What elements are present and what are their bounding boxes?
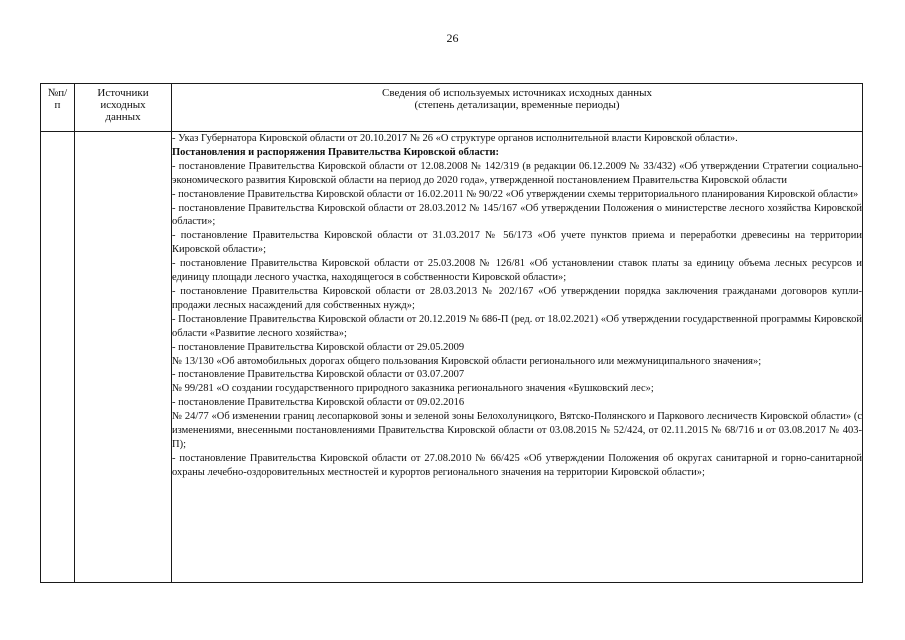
page-number: 26 bbox=[446, 31, 459, 45]
header-sources-line: данных bbox=[105, 111, 141, 124]
list-item: - постановление Правительства Кировской области от 29.05.2009 bbox=[172, 341, 465, 353]
sources-cell bbox=[75, 132, 172, 583]
list-item: - постановление Правительства Кировской области от 27.08.2010 № 66/425 «Об утверждении Положения об округах санитарной и горно-санитарной охраны лечебно-оздоровительных местностей и курортов регионального значения на территории Кировской области»; bbox=[172, 452, 862, 478]
table-header-row bbox=[41, 84, 863, 132]
list-item: - постановление Правительства Кировской области от 25.03.2008 № 126/81 «Об установлении ставок платы за единицу объема лесных ресурсов и единицу площади лесного участка, находящегося в собственности Кировской области»; bbox=[172, 258, 862, 284]
sources-table bbox=[40, 83, 863, 583]
table-row bbox=[41, 132, 863, 583]
header-details-line: (степень детализации, временные периоды) bbox=[414, 99, 620, 112]
number-cell bbox=[41, 132, 75, 583]
header-sources-line: исходных bbox=[100, 99, 146, 112]
list-item: - постановление Правительства Кировской области от 12.08.2008 № 142/319 (в редакции 06.12.2009 № 33/432) «Об утверждении Стратегии социально-экономического развития Кировской области на период до 2020 года», утвержденной постановлением Правительства Кировской области bbox=[172, 160, 862, 186]
header-number-line: №п/ bbox=[47, 87, 68, 99]
header-sources bbox=[75, 84, 172, 132]
list-item: № 24/77 «Об изменении границ лесопарковой зоны и зеленой зоны Белохолуницкого, Вятско-Полянского и Паркового лесничеств Кировской области» (с изменениями, внесенными постановлениями Правительства Кировской области от 03.08.2015 № 52/424, от 02.11.2015 № 68/716 и от 03.08.2017 № 403-П); bbox=[172, 411, 862, 450]
list-item: - постановление Правительства Кировской области от 09.02.2016 bbox=[172, 397, 465, 409]
list-item: - постановление Правительства Кировской области от 03.07.2007 bbox=[172, 369, 465, 381]
list-item: - постановление Правительства Кировской области от 31.03.2017 № 56/173 «Об учете пунктов приема и переработки древесины на территории Кировской области»; bbox=[172, 230, 862, 256]
list-item: - Постановление Правительства Кировской области от 20.12.2019 № 686-П (ред. от 18.02.2021) «Об утверждении государственной программы Кировской области «Развитие лесного хозяйства»; bbox=[172, 313, 862, 339]
header-details-line: Сведения об используемых источниках исходных данных bbox=[382, 87, 652, 99]
list-item: - постановление Правительства Кировской области от 16.02.2011 № 90/22 «Об утверждении схемы территориального планирования Кировской области» bbox=[172, 188, 859, 200]
list-item: - Указ Губернатора Кировской области от 20.10.2017 № 26 «О структуре органов исполнительной власти Кировской области». bbox=[172, 133, 738, 144]
section-heading: Постановления и распоряжения Правительства Кировской области: bbox=[172, 146, 500, 158]
details-cell bbox=[172, 132, 863, 583]
list-item: - постановление Правительства Кировской области от 28.03.2012 № 145/167 «Об утверждении Положения о министерстве лесного хозяйства Кировской области»; bbox=[172, 202, 862, 228]
list-item: № 99/281 «О создании государственного природного заказника регионального значения «Бушковский лес»; bbox=[172, 383, 654, 395]
header-details bbox=[172, 84, 863, 132]
list-item: - постановление Правительства Кировской области от 28.03.2013 № 202/167 «Об утверждении порядка заключения гражданами договоров купли-продажи лесных насаждений для собственных нужд»; bbox=[172, 285, 862, 311]
header-number bbox=[41, 84, 75, 132]
header-number-line: п bbox=[54, 99, 61, 112]
header-sources-line: Источники bbox=[97, 87, 149, 99]
list-item: № 13/130 «Об автомобильных дорогах общего пользования Кировской области регионального или межмуниципального значения»; bbox=[172, 355, 762, 367]
